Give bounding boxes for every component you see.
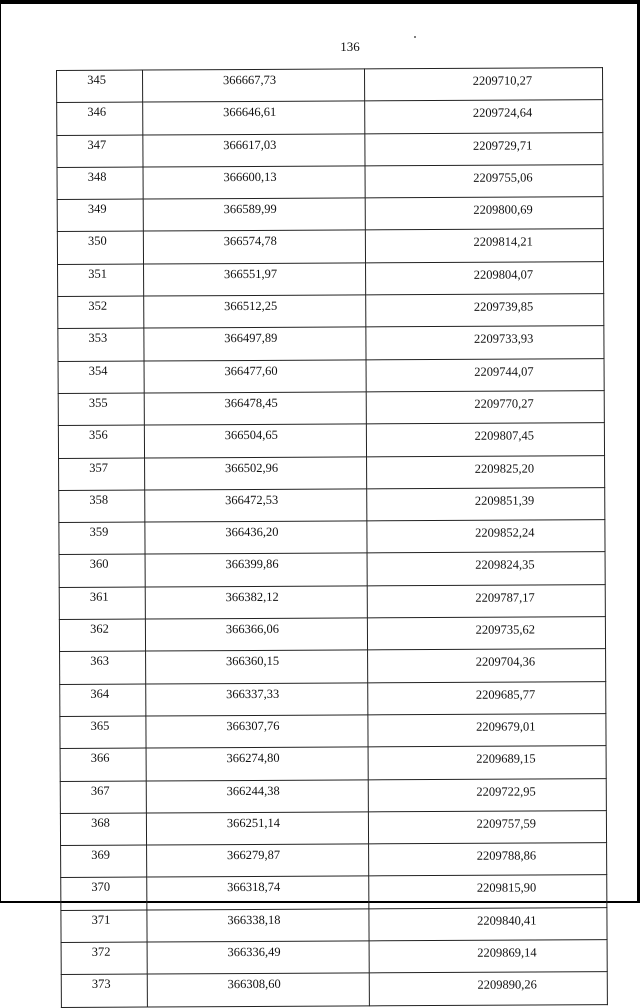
coordinates-table-wrapper	[56, 67, 607, 1007]
x-coordinate-cell: 366251,14	[146, 812, 368, 845]
point-number-cell: 352	[58, 296, 144, 329]
point-number-cell: 368	[60, 813, 146, 846]
y-coordinate-cell: 2209755,06	[365, 165, 603, 199]
table-row	[57, 229, 603, 264]
point-number-cell: 361	[59, 587, 145, 620]
table-row	[58, 326, 604, 361]
point-number-cell: 369	[61, 845, 147, 878]
point-number-cell: 356	[58, 425, 144, 458]
y-coordinate-cell: 2209685,77	[368, 681, 606, 715]
table-row	[57, 100, 603, 135]
table-row	[60, 746, 606, 781]
x-coordinate-cell: 366667,73	[143, 69, 365, 102]
x-coordinate-cell: 366318,74	[147, 876, 369, 909]
table-row	[60, 714, 606, 749]
x-coordinate-cell: 366338,18	[147, 909, 369, 942]
scan-border-left	[0, 0, 1, 903]
point-number-cell: 351	[58, 264, 144, 297]
point-number-cell: 362	[59, 619, 145, 652]
table-row	[59, 584, 605, 619]
x-coordinate-cell: 366617,03	[143, 133, 365, 166]
point-number-cell: 346	[57, 102, 143, 135]
y-coordinate-cell: 2209815,90	[369, 875, 607, 909]
point-number-cell: 370	[61, 877, 147, 910]
table-row	[59, 520, 605, 555]
table-row	[61, 875, 607, 910]
x-coordinate-cell: 366336,49	[147, 941, 369, 974]
point-number-cell: 372	[61, 942, 147, 975]
point-number-cell: 363	[60, 651, 146, 684]
x-coordinate-cell: 366360,15	[146, 650, 368, 683]
y-coordinate-cell: 2209689,15	[368, 746, 606, 780]
scan-speck	[414, 36, 416, 38]
x-coordinate-cell: 366574,78	[143, 230, 365, 263]
y-coordinate-cell: 2209729,71	[365, 132, 603, 166]
x-coordinate-cell: 366646,61	[143, 101, 365, 134]
point-number-cell: 347	[57, 135, 143, 168]
point-number-cell: 366	[60, 748, 146, 781]
point-number-cell: 350	[57, 232, 143, 265]
point-number-cell: 357	[59, 458, 145, 491]
y-coordinate-cell: 2209787,17	[367, 584, 605, 618]
point-number-cell: 345	[57, 70, 143, 103]
y-coordinate-cell: 2209788,86	[369, 843, 607, 877]
table-row	[61, 972, 607, 1007]
table-row	[57, 132, 603, 167]
y-coordinate-cell: 2209890,26	[369, 972, 607, 1006]
point-number-cell: 365	[60, 716, 146, 749]
point-number-cell: 354	[58, 361, 144, 394]
point-number-cell: 371	[61, 910, 147, 943]
point-number-cell: 364	[60, 684, 146, 717]
y-coordinate-cell: 2209724,64	[365, 100, 603, 134]
point-number-cell: 360	[59, 554, 145, 587]
point-number-cell: 355	[58, 393, 144, 426]
y-coordinate-cell: 2209744,07	[366, 358, 604, 392]
page-number: 136	[340, 39, 360, 54]
x-coordinate-cell: 366478,45	[144, 392, 366, 425]
x-coordinate-cell: 366308,60	[147, 973, 369, 1006]
y-coordinate-cell: 2209807,45	[366, 423, 604, 457]
table-row	[58, 261, 604, 296]
y-coordinate-cell: 2209840,41	[369, 907, 607, 941]
table-row	[58, 423, 604, 458]
y-coordinate-cell: 2209852,24	[367, 520, 605, 554]
x-coordinate-cell: 366551,97	[144, 263, 366, 296]
point-number-cell: 348	[57, 167, 143, 200]
point-number-cell: 353	[58, 328, 144, 361]
y-coordinate-cell: 2209800,69	[365, 197, 603, 231]
point-number-cell: 367	[60, 781, 146, 814]
x-coordinate-cell: 366600,13	[143, 166, 365, 199]
point-number-cell: 358	[59, 490, 145, 523]
x-coordinate-cell: 366504,65	[144, 424, 366, 457]
coordinates-table	[56, 67, 608, 1007]
x-coordinate-cell: 366436,20	[145, 521, 367, 554]
table-row	[58, 294, 604, 329]
scan-border-top	[0, 0, 640, 4]
x-coordinate-cell: 366472,53	[145, 489, 367, 522]
y-coordinate-cell: 2209814,21	[365, 229, 603, 263]
table-row	[61, 843, 607, 878]
y-coordinate-cell: 2209735,62	[367, 617, 605, 651]
table-row	[59, 455, 605, 490]
table-row	[57, 197, 603, 232]
x-coordinate-cell: 366589,99	[143, 198, 365, 231]
y-coordinate-cell: 2209770,27	[366, 391, 604, 425]
x-coordinate-cell: 366366,06	[145, 618, 367, 651]
y-coordinate-cell: 2209739,85	[366, 294, 604, 328]
y-coordinate-cell: 2209757,59	[368, 810, 606, 844]
x-coordinate-cell: 366307,76	[146, 715, 368, 748]
x-coordinate-cell: 366502,96	[145, 456, 367, 489]
x-coordinate-cell: 366274,80	[146, 747, 368, 780]
table-row	[61, 940, 607, 975]
x-coordinate-cell: 366512,25	[144, 295, 366, 328]
y-coordinate-cell: 2209679,01	[368, 714, 606, 748]
table-row	[59, 487, 605, 522]
point-number-cell: 359	[59, 522, 145, 555]
point-number-cell: 349	[57, 199, 143, 232]
x-coordinate-cell: 366399,86	[145, 553, 367, 586]
table-row	[60, 681, 606, 716]
y-coordinate-cell: 2209710,27	[364, 68, 602, 102]
x-coordinate-cell: 366337,33	[146, 683, 368, 716]
y-coordinate-cell: 2209824,35	[367, 552, 605, 586]
table-row	[61, 907, 607, 942]
table-row	[57, 68, 603, 103]
y-coordinate-cell: 2209869,14	[369, 940, 607, 974]
table-row	[58, 358, 604, 393]
y-coordinate-cell: 2209722,95	[368, 778, 606, 812]
x-coordinate-cell: 366244,38	[146, 779, 368, 812]
table-row	[59, 552, 605, 587]
table-row	[57, 165, 603, 200]
coordinates-table-body	[57, 68, 608, 1007]
table-row	[60, 810, 606, 845]
table-row	[60, 649, 606, 684]
y-coordinate-cell: 2209825,20	[367, 455, 605, 489]
table-row	[59, 617, 605, 652]
y-coordinate-cell: 2209804,07	[366, 261, 604, 295]
y-coordinate-cell: 2209704,36	[368, 649, 606, 683]
x-coordinate-cell: 366279,87	[147, 844, 369, 877]
y-coordinate-cell: 2209851,39	[367, 487, 605, 521]
x-coordinate-cell: 366477,60	[144, 360, 366, 393]
table-row	[60, 778, 606, 813]
x-coordinate-cell: 366497,89	[144, 327, 366, 360]
point-number-cell: 373	[61, 974, 147, 1007]
table-row	[58, 391, 604, 426]
x-coordinate-cell: 366382,12	[145, 586, 367, 619]
y-coordinate-cell: 2209733,93	[366, 326, 604, 360]
